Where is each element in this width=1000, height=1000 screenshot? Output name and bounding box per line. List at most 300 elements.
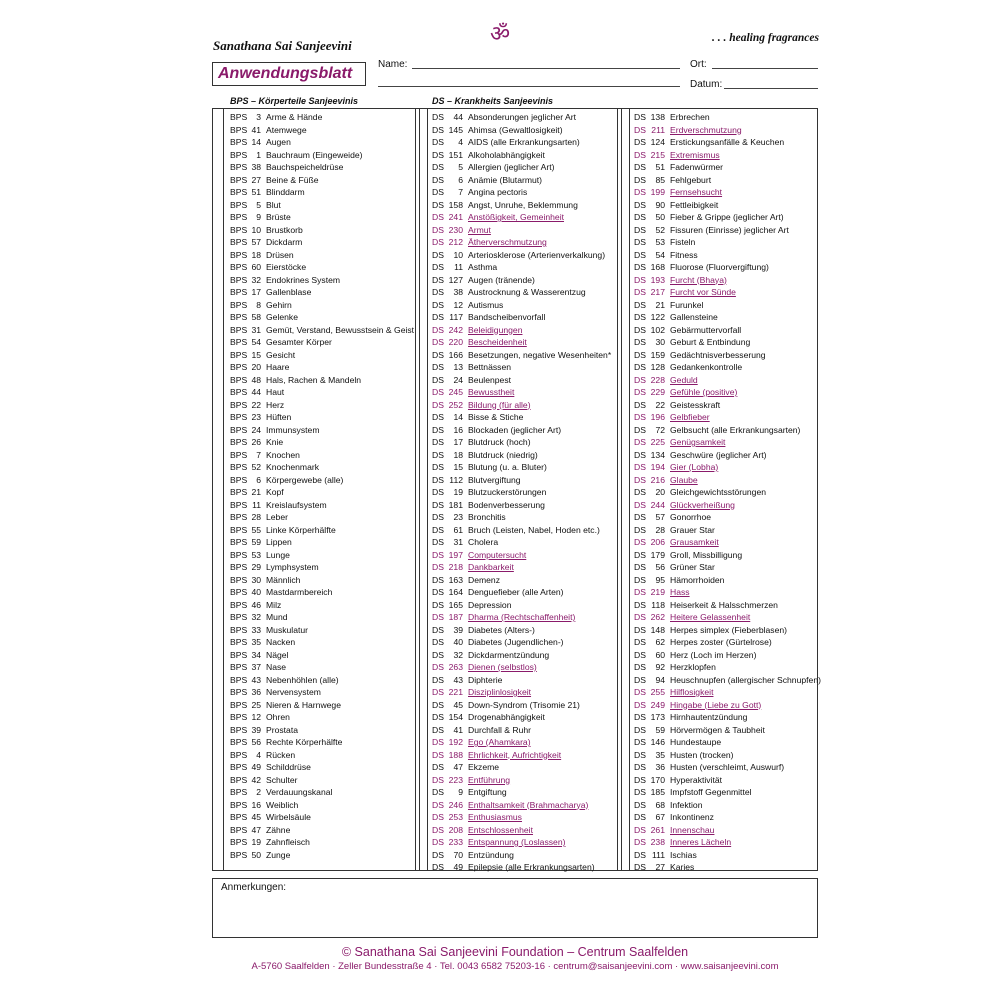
table-row[interactable]: [634, 386, 820, 399]
remedy-code: DS: [432, 549, 444, 560]
remedy-code: BPS: [230, 199, 248, 210]
notes-box[interactable]: [212, 878, 818, 938]
table-row[interactable]: [432, 336, 618, 349]
table-row[interactable]: [432, 786, 618, 799]
remedy-label: Atemwege: [266, 124, 307, 135]
remedy-number: 9: [256, 212, 261, 222]
remedy-label: Husten (trocken): [670, 749, 734, 760]
remedy-code: BPS: [230, 649, 248, 660]
table-row[interactable]: [432, 674, 618, 687]
table-row[interactable]: [432, 361, 618, 374]
table-row[interactable]: [432, 411, 618, 424]
table-row[interactable]: [634, 236, 820, 249]
remedy-code: DS: [432, 199, 444, 210]
table-row[interactable]: [634, 661, 820, 674]
table-row[interactable]: [634, 186, 820, 199]
table-row[interactable]: [230, 249, 416, 262]
remedy-code: DS: [432, 437, 444, 447]
table-row[interactable]: [230, 174, 416, 187]
remedy-label: Verdauungskanal: [266, 787, 333, 797]
table-row[interactable]: [230, 124, 416, 137]
table-row[interactable]: [432, 186, 618, 199]
table-row[interactable]: [634, 636, 820, 649]
remedy-number: 11: [252, 499, 261, 510]
remedy-code: DS: [634, 649, 646, 660]
table-row[interactable]: [432, 836, 618, 849]
table-row[interactable]: [634, 749, 820, 762]
table-row[interactable]: [230, 449, 416, 462]
table-row[interactable]: [634, 136, 820, 149]
remedy-code: BPS: [230, 399, 248, 410]
remedy-code: BPS: [230, 674, 248, 685]
table-row[interactable]: [432, 374, 618, 387]
table-row[interactable]: [634, 761, 820, 774]
remedy-label: Bruch (Leisten, Nabel, Hoden etc.): [468, 524, 600, 535]
remedy-label: Rücken: [266, 749, 296, 760]
remedy-number: 3: [256, 112, 261, 122]
table-row[interactable]: [432, 686, 618, 699]
remedy-code: BPS: [230, 499, 248, 510]
remedy-label: Gesicht: [266, 349, 296, 360]
table-row[interactable]: [230, 324, 416, 337]
table-row[interactable]: [432, 124, 618, 137]
table-row[interactable]: [230, 774, 416, 787]
table-row[interactable]: [230, 436, 416, 449]
remedy-label: Haut: [266, 387, 285, 397]
table-row[interactable]: [230, 336, 416, 349]
remedy-number: 16: [251, 799, 261, 810]
table-row[interactable]: [634, 424, 820, 437]
remedy-code: BPS: [230, 699, 248, 710]
table-row[interactable]: [432, 861, 618, 874]
table-row[interactable]: [230, 561, 416, 574]
table-row[interactable]: [432, 524, 618, 537]
remedy-code: BPS: [230, 474, 248, 485]
table-row[interactable]: [230, 386, 416, 399]
extra-line[interactable]: [378, 86, 680, 87]
remedy-label: Angst, Unruhe, Beklemmung: [468, 199, 578, 210]
table-row[interactable]: [432, 161, 618, 174]
remedy-code: DS: [634, 837, 646, 847]
table-row[interactable]: [230, 799, 416, 812]
table-row[interactable]: [634, 349, 820, 362]
remedy-number: 68: [655, 799, 665, 810]
table-row[interactable]: [230, 636, 416, 649]
table-row[interactable]: [634, 524, 820, 537]
table-row[interactable]: [432, 299, 618, 312]
table-row[interactable]: [230, 524, 416, 537]
table-row[interactable]: [432, 399, 618, 412]
remedy-label: Bettnässen: [468, 362, 511, 372]
remedy-number: 61: [453, 524, 463, 535]
table-row[interactable]: [230, 599, 416, 612]
table-row[interactable]: [634, 174, 820, 187]
table-row[interactable]: [432, 436, 618, 449]
table-row[interactable]: [432, 386, 618, 399]
table-row[interactable]: [634, 474, 820, 487]
table-row[interactable]: [230, 311, 416, 324]
table-row[interactable]: [432, 224, 618, 237]
table-row[interactable]: [432, 211, 618, 224]
table-row[interactable]: [432, 349, 618, 362]
table-row[interactable]: [432, 261, 618, 274]
table-row[interactable]: [634, 736, 820, 749]
table-row[interactable]: [230, 549, 416, 562]
table-row[interactable]: [230, 586, 416, 599]
table-row[interactable]: [432, 636, 618, 649]
table-row[interactable]: [634, 599, 820, 612]
table-row[interactable]: [432, 461, 618, 474]
remedy-label: Gelenke: [266, 312, 299, 322]
table-row[interactable]: [230, 286, 416, 299]
table-row[interactable]: [432, 649, 618, 662]
table-row[interactable]: [432, 699, 618, 712]
remedy-label: Weiblich: [266, 799, 299, 810]
remedy-number: 245: [448, 387, 463, 397]
table-row[interactable]: [634, 199, 820, 212]
remedy-label: Alkoholabhängigkeit: [468, 149, 545, 160]
remedy-number: 179: [650, 549, 665, 560]
remedy-number: 32: [251, 274, 261, 285]
remedy-code: DS: [634, 174, 646, 185]
table-row[interactable]: [634, 249, 820, 262]
table-row[interactable]: [634, 224, 820, 237]
table-row[interactable]: [230, 211, 416, 224]
table-row[interactable]: [432, 811, 618, 824]
remedy-number: 41: [453, 724, 463, 735]
table-row[interactable]: [634, 536, 820, 549]
table-row[interactable]: [432, 824, 618, 837]
table-row[interactable]: [634, 299, 820, 312]
table-row[interactable]: [230, 836, 416, 849]
remedy-label: Gefühle (positive): [670, 387, 738, 397]
remedy-label: Fettleibigkeit: [670, 199, 719, 210]
remedy-number: 24: [251, 424, 261, 435]
table-row[interactable]: [230, 161, 416, 174]
remedy-label: Disziplinlosigkeit: [468, 687, 532, 697]
remedy-label: Bisse & Stiche: [468, 412, 524, 422]
table-row[interactable]: [634, 699, 820, 712]
remedy-number: 31: [251, 324, 261, 335]
remedy-number: 23: [453, 512, 463, 522]
table-row[interactable]: [634, 324, 820, 337]
remedy-label: Hass: [670, 587, 690, 597]
remedy-code: DS: [634, 724, 646, 735]
remedy-label: Inneres Lächeln: [670, 837, 732, 847]
table-row[interactable]: [230, 786, 416, 799]
table-row[interactable]: [634, 411, 820, 424]
table-row[interactable]: [432, 574, 618, 587]
table-row[interactable]: [230, 511, 416, 524]
table-row[interactable]: [230, 424, 416, 437]
table-row[interactable]: [432, 736, 618, 749]
table-row[interactable]: [230, 111, 416, 124]
table-row[interactable]: [634, 799, 820, 812]
table-row[interactable]: [432, 236, 618, 249]
table-row[interactable]: [634, 461, 820, 474]
remedy-label: Haare: [266, 362, 290, 372]
table-row[interactable]: [432, 561, 618, 574]
remedy-code: DS: [634, 799, 646, 810]
table-row[interactable]: [230, 224, 416, 237]
table-row[interactable]: [432, 849, 618, 862]
remedy-code: DS: [432, 149, 444, 160]
table-row[interactable]: [432, 761, 618, 774]
remedy-label: Gesamter Körper: [266, 337, 332, 347]
table-row[interactable]: [634, 824, 820, 837]
table-row[interactable]: [230, 536, 416, 549]
remedy-code: DS: [634, 524, 646, 535]
table-row[interactable]: [230, 711, 416, 724]
remedy-code: BPS: [230, 287, 248, 297]
remedy-label: Augen (tränende): [468, 274, 535, 285]
table-row[interactable]: [230, 186, 416, 199]
remedy-label: Immunsystem: [266, 424, 320, 435]
table-row[interactable]: [634, 574, 820, 587]
table-row[interactable]: [230, 699, 416, 712]
remedy-label: Gleichgewichtsstörungen: [670, 487, 767, 497]
remedy-number: 38: [251, 162, 261, 172]
remedy-number: 21: [655, 299, 665, 310]
remedy-number: 244: [650, 499, 665, 510]
table-row[interactable]: [230, 399, 416, 412]
remedy-code: DS: [634, 412, 646, 422]
remedy-number: 192: [448, 737, 463, 747]
table-row[interactable]: [230, 374, 416, 387]
table-row[interactable]: [634, 674, 820, 687]
table-row[interactable]: [432, 149, 618, 162]
table-row[interactable]: [634, 624, 820, 637]
table-row[interactable]: [634, 561, 820, 574]
table-row[interactable]: [634, 861, 820, 874]
remedy-code: DS: [432, 699, 444, 710]
table-row[interactable]: [432, 511, 618, 524]
remedy-number: 15: [251, 349, 261, 360]
table-row[interactable]: [634, 311, 820, 324]
table-row[interactable]: [432, 611, 618, 624]
table-row[interactable]: [230, 649, 416, 662]
table-row[interactable]: [634, 374, 820, 387]
remedy-label: Demenz: [468, 574, 500, 585]
remedy-label: Gelbsucht (alle Erkrankungsarten): [670, 424, 801, 435]
table-row[interactable]: [230, 349, 416, 362]
table-row[interactable]: [432, 586, 618, 599]
table-row[interactable]: [432, 724, 618, 737]
remedy-code: DS: [634, 624, 646, 635]
table-row[interactable]: [432, 799, 618, 812]
remedy-number: 112: [449, 474, 463, 485]
remedy-code: BPS: [230, 349, 248, 360]
remedy-label: Karies: [670, 862, 695, 872]
table-row[interactable]: [230, 136, 416, 149]
remedy-number: 242: [448, 324, 463, 335]
remedy-number: 170: [650, 774, 665, 785]
table-row[interactable]: [230, 849, 416, 862]
remedy-number: 57: [251, 237, 261, 247]
ort-field[interactable]: [712, 68, 818, 69]
table-row[interactable]: [432, 286, 618, 299]
table-row[interactable]: [432, 536, 618, 549]
table-row[interactable]: [634, 774, 820, 787]
table-row[interactable]: [634, 649, 820, 662]
table-row[interactable]: [230, 574, 416, 587]
table-row[interactable]: [634, 436, 820, 449]
remedy-code: DS: [634, 424, 646, 435]
remedy-code: DS: [432, 274, 444, 285]
remedy-number: 148: [650, 624, 665, 635]
table-row[interactable]: [634, 149, 820, 162]
remedy-code: BPS: [230, 837, 248, 847]
table-row[interactable]: [634, 586, 820, 599]
table-row[interactable]: [432, 711, 618, 724]
table-row[interactable]: [634, 111, 820, 124]
remedy-code: DS: [634, 399, 646, 410]
table-row[interactable]: [230, 736, 416, 749]
remedy-label: Diabetes (Alters-): [468, 624, 535, 635]
table-row[interactable]: [634, 724, 820, 737]
remedy-number: 225: [650, 437, 665, 447]
table-row[interactable]: [230, 824, 416, 837]
remedy-code: DS: [432, 837, 444, 847]
remedy-number: 128: [650, 362, 665, 372]
table-row[interactable]: [634, 286, 820, 299]
table-row[interactable]: [634, 449, 820, 462]
remedy-code: DS: [634, 474, 646, 485]
remedy-number: 6: [256, 474, 261, 485]
table-row[interactable]: [634, 549, 820, 562]
table-row[interactable]: [432, 311, 618, 324]
remedy-code: DS: [634, 199, 646, 210]
table-row[interactable]: [230, 361, 416, 374]
table-row[interactable]: [634, 811, 820, 824]
table-row[interactable]: [432, 486, 618, 499]
table-row[interactable]: [634, 511, 820, 524]
table-row[interactable]: [634, 274, 820, 287]
remedy-label: Cholera: [468, 537, 499, 547]
remedy-code: BPS: [230, 537, 248, 547]
table-row[interactable]: [634, 686, 820, 699]
table-row[interactable]: [634, 361, 820, 374]
remedy-number: 59: [251, 537, 261, 547]
datum-field[interactable]: [724, 88, 818, 89]
remedy-code: BPS: [230, 487, 248, 497]
table-row[interactable]: [634, 849, 820, 862]
table-row[interactable]: [230, 199, 416, 212]
remedy-code: DS: [432, 537, 444, 547]
table-row[interactable]: [432, 174, 618, 187]
remedy-number: 33: [251, 624, 261, 635]
remedy-label: Gemüt, Verstand, Bewusstsein & Geist: [266, 324, 415, 335]
table-row[interactable]: [432, 474, 618, 487]
table-row[interactable]: [230, 236, 416, 249]
table-row[interactable]: [634, 211, 820, 224]
table-row[interactable]: [634, 499, 820, 512]
table-row[interactable]: [230, 674, 416, 687]
name-field[interactable]: [412, 68, 680, 69]
table-row[interactable]: [634, 486, 820, 499]
table-row[interactable]: [230, 149, 416, 162]
table-row[interactable]: [230, 411, 416, 424]
table-row[interactable]: [432, 111, 618, 124]
remedy-number: 14: [251, 137, 261, 147]
table-row[interactable]: [432, 624, 618, 637]
table-row[interactable]: [432, 449, 618, 462]
table-row[interactable]: [432, 774, 618, 787]
remedy-code: DS: [432, 424, 444, 435]
table-row[interactable]: [230, 624, 416, 637]
remedy-number: 166: [448, 349, 463, 360]
table-row[interactable]: [230, 474, 416, 487]
table-row[interactable]: [230, 499, 416, 512]
table-row[interactable]: [432, 661, 618, 674]
table-row[interactable]: [634, 261, 820, 274]
remedy-number: 223: [448, 774, 463, 785]
table-row[interactable]: [634, 786, 820, 799]
table-row[interactable]: [230, 749, 416, 762]
remedy-number: 52: [655, 224, 665, 235]
table-row[interactable]: [432, 749, 618, 762]
remedy-label: Nieren & Harnwege: [266, 699, 341, 710]
table-row[interactable]: [634, 161, 820, 174]
table-row[interactable]: [230, 811, 416, 824]
table-row[interactable]: [432, 499, 618, 512]
ort-label: Ort:: [690, 59, 707, 70]
remedy-code: DS: [432, 499, 444, 510]
table-row[interactable]: [230, 299, 416, 312]
remedy-label: Blut: [266, 199, 281, 210]
table-row[interactable]: [432, 249, 618, 262]
table-row[interactable]: [634, 336, 820, 349]
remedy-number: 40: [453, 637, 463, 647]
table-row[interactable]: [230, 761, 416, 774]
table-row[interactable]: [432, 424, 618, 437]
remedy-number: 28: [251, 512, 261, 522]
remedy-number: 197: [448, 549, 463, 560]
remedy-code: DS: [634, 749, 646, 760]
table-row[interactable]: [432, 549, 618, 562]
table-row[interactable]: [230, 724, 416, 737]
remedy-code: DS: [432, 299, 444, 310]
table-row[interactable]: [432, 136, 618, 149]
table-row[interactable]: [230, 261, 416, 274]
table-row[interactable]: [432, 599, 618, 612]
table-row[interactable]: [634, 124, 820, 137]
remedy-number: 5: [256, 199, 261, 210]
table-row[interactable]: [230, 661, 416, 674]
table-row[interactable]: [230, 461, 416, 474]
table-row[interactable]: [432, 274, 618, 287]
table-row[interactable]: [634, 711, 820, 724]
remedy-code: BPS: [230, 262, 248, 272]
remedy-number: 163: [448, 574, 463, 585]
table-row[interactable]: [230, 486, 416, 499]
remedy-number: 10: [251, 224, 261, 235]
table-row[interactable]: [634, 399, 820, 412]
remedy-label: Ahimsa (Gewaltlosigkeit): [468, 124, 563, 135]
remedy-code: DS: [432, 749, 444, 760]
table-row[interactable]: [230, 686, 416, 699]
table-row[interactable]: [230, 611, 416, 624]
remedy-label: Angina pectoris: [468, 187, 528, 197]
remedy-code: BPS: [230, 412, 248, 422]
table-row[interactable]: [634, 836, 820, 849]
table-row[interactable]: [230, 274, 416, 287]
table-row[interactable]: [634, 611, 820, 624]
table-row[interactable]: [432, 324, 618, 337]
table-row[interactable]: [432, 199, 618, 212]
remedy-number: 221: [448, 687, 463, 697]
remedy-number: 111: [651, 849, 665, 860]
